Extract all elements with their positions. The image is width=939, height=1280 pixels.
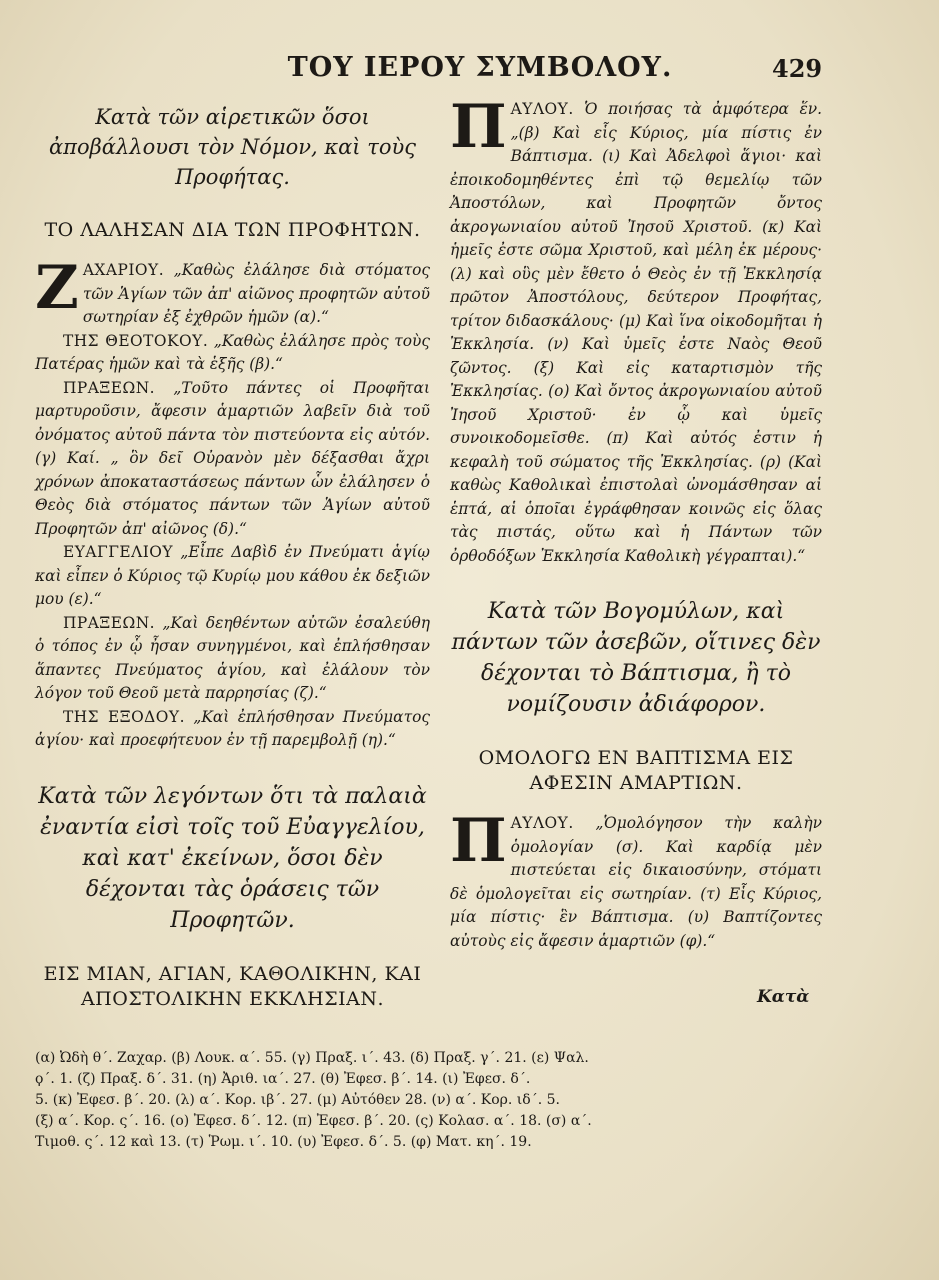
section-heading-church: ΕΙΣ ΜΙΑΝ, ΑΓΙΑΝ, ΚΑΘΟΛΙΚΗΝ, ΚΑΙ ΑΠΟΣΤΟΛΙΚΗΝ ΕΚΚΛΗΣΙΑΝ. <box>43 962 422 1010</box>
paragraph-praxeon-2 <box>35 612 430 706</box>
quotation-text: „Καὶ δεηθέντων αὐτῶν ἐσαλεύθη ὁ τόπος ἐν ᾧ ἦσαν συνηγμένοι, καὶ ἐπλήσθησαν ἅπαντες Πνεύματος ἁγίου, καὶ ἐλάλουν τὸν λόγον τοῦ Θεοῦ μετὰ παρρησίας (ζ).“ <box>35 613 430 702</box>
spacer <box>35 753 430 777</box>
right-column <box>450 92 822 953</box>
paragraph-euangeliou <box>35 541 430 612</box>
quotation-text: „Καθὼς ἐλάλησε διὰ στόματος τῶν Ἁγίων τῶν ἀπ' αἰῶνος προφητῶν αὐτοῦ σωτηρίαν ἐξ ἐχθρῶν ἡμῶν (α).“ <box>82 261 430 326</box>
source-lemma: ΤΗΣ ΘΕΟΤΟΚΟΥ. <box>63 331 209 350</box>
source-lemma: ΠΡΑΞΕΩΝ. <box>63 613 156 632</box>
left-column <box>35 98 430 1028</box>
quotation-text: „Καθὼς ἐλάλησε πρὸς τοὺς Πατέρας ἡμῶν καὶ τὰ ἑξῆς (β).“ <box>35 331 430 373</box>
section-heading-prophets: ΤΟ ΛΑΛΗΣΑΝ ΔΙΑ ΤΩΝ ΠΡΟΦΗΤΩΝ. <box>44 219 421 241</box>
quotation-text: „Ὁμολόγησον τὴν καλὴν ὁμολογίαν (σ). Καὶ καρδίᾳ μὲν πιστεύεται εἰς δικαιοσύνην, στόματι δὲ ὁμολογεῖται εἰς σωτηρίαν. (τ) Εἷς Κύριος, μία πίστις· ἓν Βάπτισμα. (υ) Βαπτίζοντες αὐτοὺς εἰς ἄφεσιν ἁμαρτιῶν (φ).“ <box>450 814 822 950</box>
paragraph-praxeon-1 <box>35 377 430 542</box>
rubric-against-deniers: Κατὰ τῶν λεγόντων ὅτι τὰ παλαιὰ ἐναντία εἰσὶ τοῖς τοῦ Εὐαγγελίου, καὶ κατ' ἐκείνων, ὅσοι δὲν δέχονται τὰς ὁράσεις τῶν Προφητῶν. <box>38 783 427 933</box>
footnote-line: ϙ΄. 1. (ζ) Πραξ. δ΄. 31. (η) Ἀριθ. ια΄. 27. (θ) Ἐφεσ. β΄. 14. (ι) Ἐφεσ. δ΄. <box>35 1071 531 1087</box>
catchword: Κατὰ <box>757 987 810 1007</box>
source-lemma: ΑΧΑΡΙΟΥ. <box>82 261 165 279</box>
footnote-line: Τιμοθ. ς΄. 12 καὶ 13. (τ) Ῥωμ. ι΄. 10. (υ) Ἐφεσ. δ΄. 5. (φ) Ματ. κη΄. 19. <box>35 1134 532 1150</box>
source-lemma: ΤΗΣ ΕΞΟΔΟΥ. <box>63 707 185 726</box>
rubric-against-bogomils: Κατὰ τῶν Βογομύλων, καὶ πάντων τῶν ἀσεβῶν, οἵτινες δὲν δέχονται τὸ Βάπτισμα, ἢ τὸ νομίζουσιν ἀδιάφορον. <box>451 599 821 717</box>
drop-cap-initial: Ζ <box>35 253 79 323</box>
footnote-line: 5. (κ) Ἐφεσ. β΄. 20. (λ) α΄. Κορ. ιβ΄. 27. (μ) Αὐτόθεν 28. (ν) α΄. Κορ. ιδ΄. 5. <box>35 1092 560 1108</box>
quotation-text: „Εἶπε Δαβὶδ ἐν Πνεύματι ἁγίῳ καὶ εἶπεν ὁ Κύριος τῷ Κυρίῳ μου κάθου ἐκ δεξιῶν μου (ε).“ <box>35 543 430 608</box>
drop-cap-initial: Π <box>450 92 507 162</box>
footnotes <box>35 1048 835 1153</box>
rubric-against-heretics: Κατὰ τῶν αἱρετικῶν ὅσοι ἀποβάλλουσι τὸν Νόμον, καὶ τοὺς Προφήτας. <box>49 105 416 189</box>
quotation-text: „Καὶ ἐπλήσθησαν Πνεύματος ἁγίου· καὶ προεφήτευον ἐν τῇ παρεμβολῇ (η).“ <box>35 707 430 749</box>
footnote-line: (α) Ὠδὴ θ΄. Ζαχαρ. (β) Λουκ. α΄. 55. (γ) Πραξ. ι΄. 43. (δ) Πραξ. γ΄. 21. (ε) Ψαλ. <box>35 1050 589 1066</box>
footnote-line: (ξ) α΄. Κορ. ς΄. 16. (ο) Ἐφεσ. δ΄. 12. (π) Ἐφεσ. β΄. 20. (ς) Κολασ. α΄. 18. (σ) α΄. <box>35 1113 592 1129</box>
paragraph-zachariou <box>35 253 430 330</box>
source-lemma: ΑΥΛΟΥ. <box>510 814 574 832</box>
drop-cap-initial: Π <box>450 806 507 876</box>
quotation-text: „Τοῦτο πάντες οἱ Προφῆται μαρτυροῦσιν, ἄφεσιν ἁμαρτιῶν λαβεῖν διὰ τοῦ ὀνόματος αὐτοῦ πάντα τὸν πιστεύοντα εἰς αὐτόν. (γ) Καί. „ ὃν δεῖ Οὐρανὸν μὲν δέξασθαι ἄχρι χρόνων ἀποκαταστάσεως πάντων ὧν ἐλάλησεν ὁ Θεὸς διὰ στόματος πάντων τῶν Ἁγίων αὐτοῦ Προφητῶν ἀπ' αἰῶνος (δ).“ <box>35 378 430 538</box>
source-lemma: ΕΥΑΓΓΕΛΙΟΥ <box>63 543 174 561</box>
quotation-text: Ὁ ποιήσας τὰ ἀμφότερα ἕν. „(β) Καὶ εἷς Κύριος, μία πίστις ἐν Βάπτισμα. (ι) Καὶ Ἀδελφοὶ ἅγιοι· καὶ ἐποικοδομηθέντες ἐπὶ τῷ θεμελίῳ τῶν Ἀποστόλων, καὶ Προφητῶν ὄντος ἀκρογωνιαίου αὐτοῦ Ἰησοῦ Χριστοῦ. (κ) Καὶ ἡμεῖς ἐστε σῶμα Χριστοῦ, καὶ μέλη ἐκ μέρους· (λ) καὶ οὓς μὲν ἔθετο ὁ Θεὸς ἐν τῇ Ἐκκλησίᾳ πρῶτον Ἀποστόλους, δεύτερον Προφήτας, τρίτον διδασκάλους· (μ) Καὶ ἵνα οἰκοδομῆται ἡ Ἐκκλησία. (ν) Καὶ ὑμεῖς ἐστε Ναὸς Θεοῦ ζῶντος. (ξ) Καὶ εἰς καταρτισμὸν τῆς Ἐκκλησίας. (ο) Καὶ ὄντος ἀκρογωνιαίου αὐτοῦ Ἰησοῦ Χριστοῦ· ἐν ᾧ καὶ ὑμεῖς συνοικοδομεῖσθε. (π) Καὶ αὐτός ἐστιν ἡ κεφαλὴ τοῦ σώματος τῆς Ἐκκλησίας. (ρ) (Καὶ καθὼς Καθολικαὶ ἐπιστολαὶ ὠνομάσθησαν αἱ ἑπτά, αἱ ὁποῖαι ἐγράφθησαν κοινῶς εἰς ὅλας τὰς πιστάς, οὕτω καὶ ἡ Πάντων τῶν ὀρθοδόξων Ἐκκλησία Καθολικὴ γέγραπται).“ <box>450 100 822 565</box>
paragraph-paulou-2 <box>450 806 822 953</box>
source-lemma: ΠΡΑΞΕΩΝ. <box>63 378 156 397</box>
paragraph-exodou <box>35 706 430 753</box>
page-number: 429 <box>772 54 823 83</box>
section-heading-baptism: ΟΜΟΛΟΓΩ ΕΝ ΒΑΠΤΙΣΜΑ ΕΙΣ ΑΦΕΣΙΝ ΑΜΑΡΤΙΩΝ. <box>478 747 794 794</box>
running-head: ΤΟΥ ΙΕΡΟΥ ΣΥΜΒΟΛΟΥ. <box>287 52 673 83</box>
paragraph-theotokou <box>35 330 430 377</box>
source-lemma: ΑΥΛΟΥ. <box>510 100 574 118</box>
paragraph-paulou-1 <box>450 92 822 568</box>
spacer <box>450 568 822 592</box>
